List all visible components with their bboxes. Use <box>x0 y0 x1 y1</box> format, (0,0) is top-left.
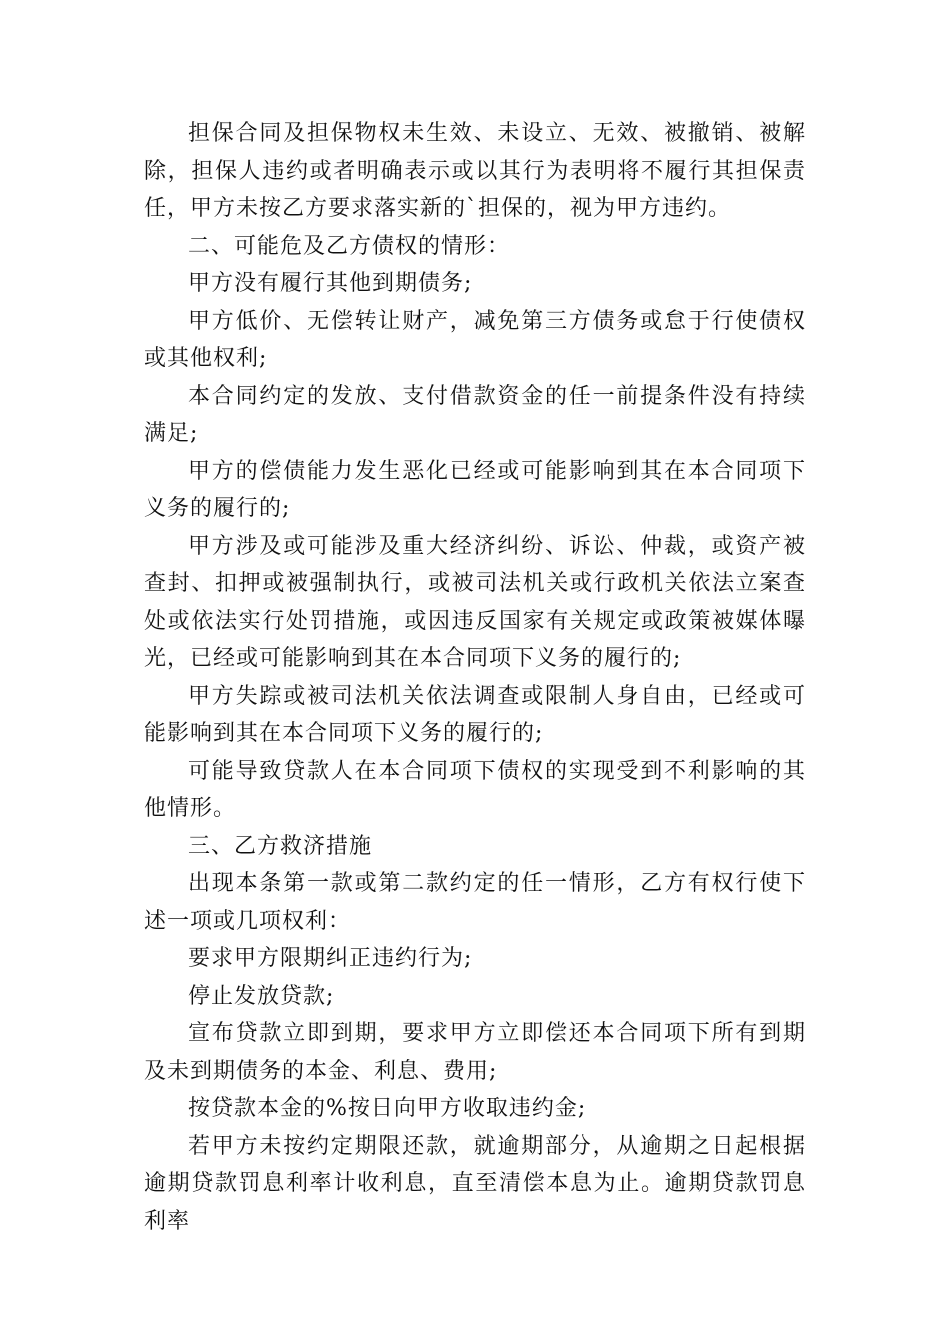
list-item-overdue-debts: 甲方没有履行其他到期债务; <box>188 271 473 296</box>
list-item-litigation: 甲方涉及或可能涉及重大经济纠纷、诉讼、仲裁，或资产被查封、扣押或被强制执行，或被司法机关或行政机关依法立案查处或依法实行处罚措施，或因违反国家有关规定或政策被媒体曝光，已经或可能影响到其在本合同项下义务的履行的; <box>144 533 806 671</box>
paragraph-remedies-intro: 出现本条第一款或第二款约定的任一情形，乙方有权行使下述一项或几项权利： <box>144 871 806 934</box>
list-item-accelerate: 宣布贷款立即到期，要求甲方立即偿还本合同项下所有到期及未到期债务的本金、利息、费用; <box>144 1021 806 1084</box>
list-item-solvency: 甲方的偿债能力发生恶化已经或可能影响到其在本合同项下义务的履行的; <box>144 458 806 521</box>
document-body <box>144 115 806 1240</box>
paragraph-overdue-interest: 若甲方未按约定期限还款，就逾期部分，从逾期之日起根据逾期贷款罚息利率计收利息，直至清偿本息为止。逾期贷款罚息利率 <box>144 1133 806 1234</box>
list-item-penalty: 按贷款本金的%按日向甲方收取违约金; <box>188 1096 587 1121</box>
list-item-correct-breach: 要求甲方限期纠正违约行为; <box>188 946 473 971</box>
list-item-other-circumstances: 可能导致贷款人在本合同项下债权的实现受到不利影响的其他情形。 <box>144 758 806 821</box>
list-item-stop-lending: 停止发放贷款; <box>188 983 335 1009</box>
list-item-disappearance: 甲方失踪或被司法机关依法调查或限制人身自由，已经或可能影响到其在本合同项下义务的履行的; <box>144 683 806 746</box>
section-heading-remedies: 三、乙方救济措施 <box>188 833 373 859</box>
section-heading-creditor-risk: 二、可能危及乙方债权的情形： <box>188 233 511 259</box>
paragraph-guarantee-default: 担保合同及担保物权未生效、未设立、无效、被撤销、被解除，担保人违约或者明确表示或以其行为表明将不履行其担保责任，甲方未按乙方要求落实新的`担保的，视为甲方违约。 <box>144 121 806 221</box>
list-item-preconditions: 本合同约定的发放、支付借款资金的任一前提条件没有持续满足; <box>144 383 806 446</box>
list-item-asset-transfer: 甲方低价、无偿转让财产，减免第三方债务或怠于行使债权或其他权利; <box>144 308 806 371</box>
